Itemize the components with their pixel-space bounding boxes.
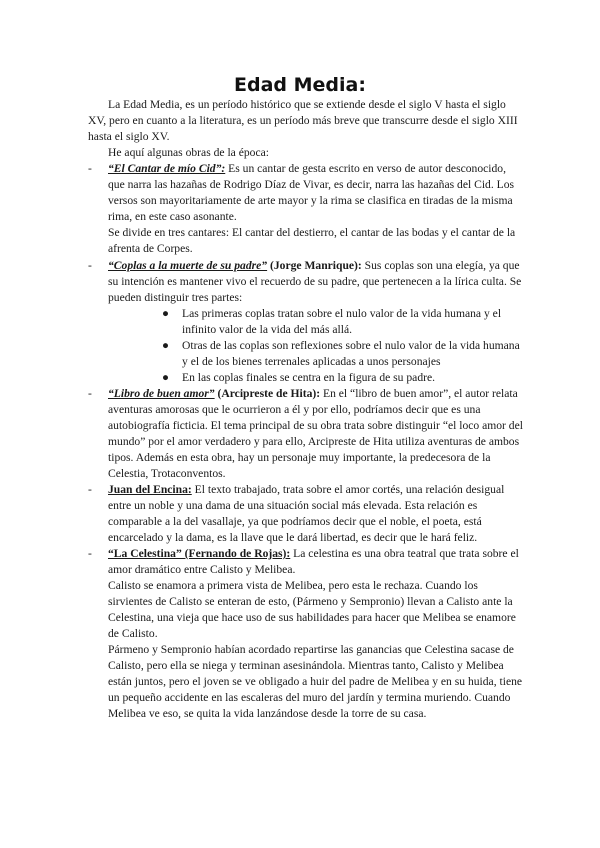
bullet-text: Otras de las coplas son reflexiones sobre el nulo valor de la vida humana y el de los bienes terrenales aplicadas a unos personajes — [182, 339, 520, 369]
list-item — [162, 306, 524, 338]
list-item-text — [108, 546, 523, 723]
dash-marker: - — [88, 162, 92, 175]
work-description: La celestina es una obra teatral que trata sobre el amor dramático entre Calisto y Melibea. — [108, 547, 519, 577]
work-description: El texto trabajado, trata sobre el amor cortés, una relación desigual entre un noble y una dama de una situación social más elevada. Esta relación es comparable a la del vasallaje, ya que podríamos decir que el noble, el poeta, está encarcelado y la dama, es la llave que le dará libertad, es decir que le hará feliz. — [108, 483, 505, 545]
bullet-text: Las primeras coplas tratan sobre el nulo valor de la vida humana y el infinito valor de la vida del más allá. — [182, 307, 502, 337]
list-item — [162, 370, 524, 386]
work-author: (Jorge Manrique): — [267, 259, 362, 272]
work-author: (Arcipreste de Hita): — [214, 387, 321, 400]
dash-marker: - — [88, 259, 92, 272]
work-title: “El Cantar de mío Cid”: — [108, 162, 226, 175]
work-title: “Coplas a la muerte de su padre” — [108, 259, 268, 272]
work-title: “La Celestina” (Fernando de Rojas): — [108, 547, 291, 560]
list-item-libro-buen-amor — [88, 386, 523, 482]
list-item — [162, 338, 524, 370]
page-title: Edad Media: — [234, 74, 366, 96]
work-description: En el “libro de buen amor”, el autor relata aventuras amorosas que le ocurrieron a él y por ello, podríamos decir que es una autobiografía ficticia. El tema principal de su obra trata sobre distinguir “el loco amor del mundo” por el amor verdadero y para ello, Arcipreste de Hita utiliza aventuras de ambos tipos. Además en esta obra, hay un personaje muy importante, la predecesora de la Celestia, Trotaconventos. — [108, 387, 523, 481]
plot-paragraph: Calisto se enamora a primera vista de Melibea, pero esta le rechaza. Cuando los sirvientes de Calisto se enteran de esto, (Pármeno y Sempronio) llevan a Calisto ante la Celestina, una vieja que hace uso de sus habilidades para hacer que Melibea se enamore de Calisto. — [108, 579, 516, 641]
list-item-juan-del-encina — [88, 482, 523, 546]
plot-paragraph: Pármeno y Sempronio habían acordado repartirse las ganancias que Celestina sacase de Calisto, pero ella se niega y terminan asesinándola. Mientras tanto, Calisto y Melibea están juntos, pero el joven se ve obligado a huir del padre de Melibea y en su huida, tiene un pequeño accidente en las escaleras del muro del jardín y termina muriendo. Cuando Melibea ve eso, se quita la vida lanzándose desde la torre de su casa. — [108, 643, 523, 721]
coplas-parts-list — [162, 306, 524, 386]
list-item-text — [108, 161, 523, 257]
list-item-text — [108, 258, 523, 306]
bullet-dot: ● — [162, 371, 170, 385]
work-description: Sus coplas son una elegía, ya que su intención es mantener vivo el recuerdo de su padre, que pertenecen a la lírica culta. Se pueden distinguir tres partes: — [108, 259, 522, 305]
list-item-la-celestina — [88, 546, 523, 723]
dash-marker: - — [88, 483, 92, 496]
work-description: Es un cantar de gesta escrito en verso de autor desconocido, que narra las hazañas de Rodrigo Díaz de Vivar, es decir, narra las hazañas del Cid. Los versos son mayoritariamente de arte mayor y la rima se clasifica en tiradas de la misma rima, en este caso asonante. — [108, 162, 515, 224]
dash-marker: - — [88, 387, 92, 400]
work-extra: Se divide en tres cantares: El cantar del destierro, el cantar de las bodas y el cantar de la afrenta de Corpes. — [108, 226, 516, 256]
bullet-dot: ● — [162, 307, 170, 320]
list-item-coplas — [88, 258, 523, 306]
list-item-text — [108, 386, 523, 482]
intro-paragraph: La Edad Media, es un período histórico que se extiende desde el siglo V hasta el siglo XV, pero en cuanto a la literatura, es un período más breve que transcurre desde el siglo XIII hasta el siglo XV. — [88, 98, 518, 144]
works-intro: He aquí algunas obras de la época: — [108, 146, 269, 159]
bullet-dot: ● — [162, 339, 170, 353]
list-item-cantar-mio-cid — [88, 161, 523, 257]
work-title: “Libro de buen amor” — [108, 387, 215, 400]
work-title: Juan del Encina: — [108, 483, 192, 496]
dash-marker: - — [88, 547, 92, 560]
bullet-text: En las coplas finales se centra en la figura de su padre. — [182, 371, 436, 385]
list-item-text — [108, 482, 523, 546]
